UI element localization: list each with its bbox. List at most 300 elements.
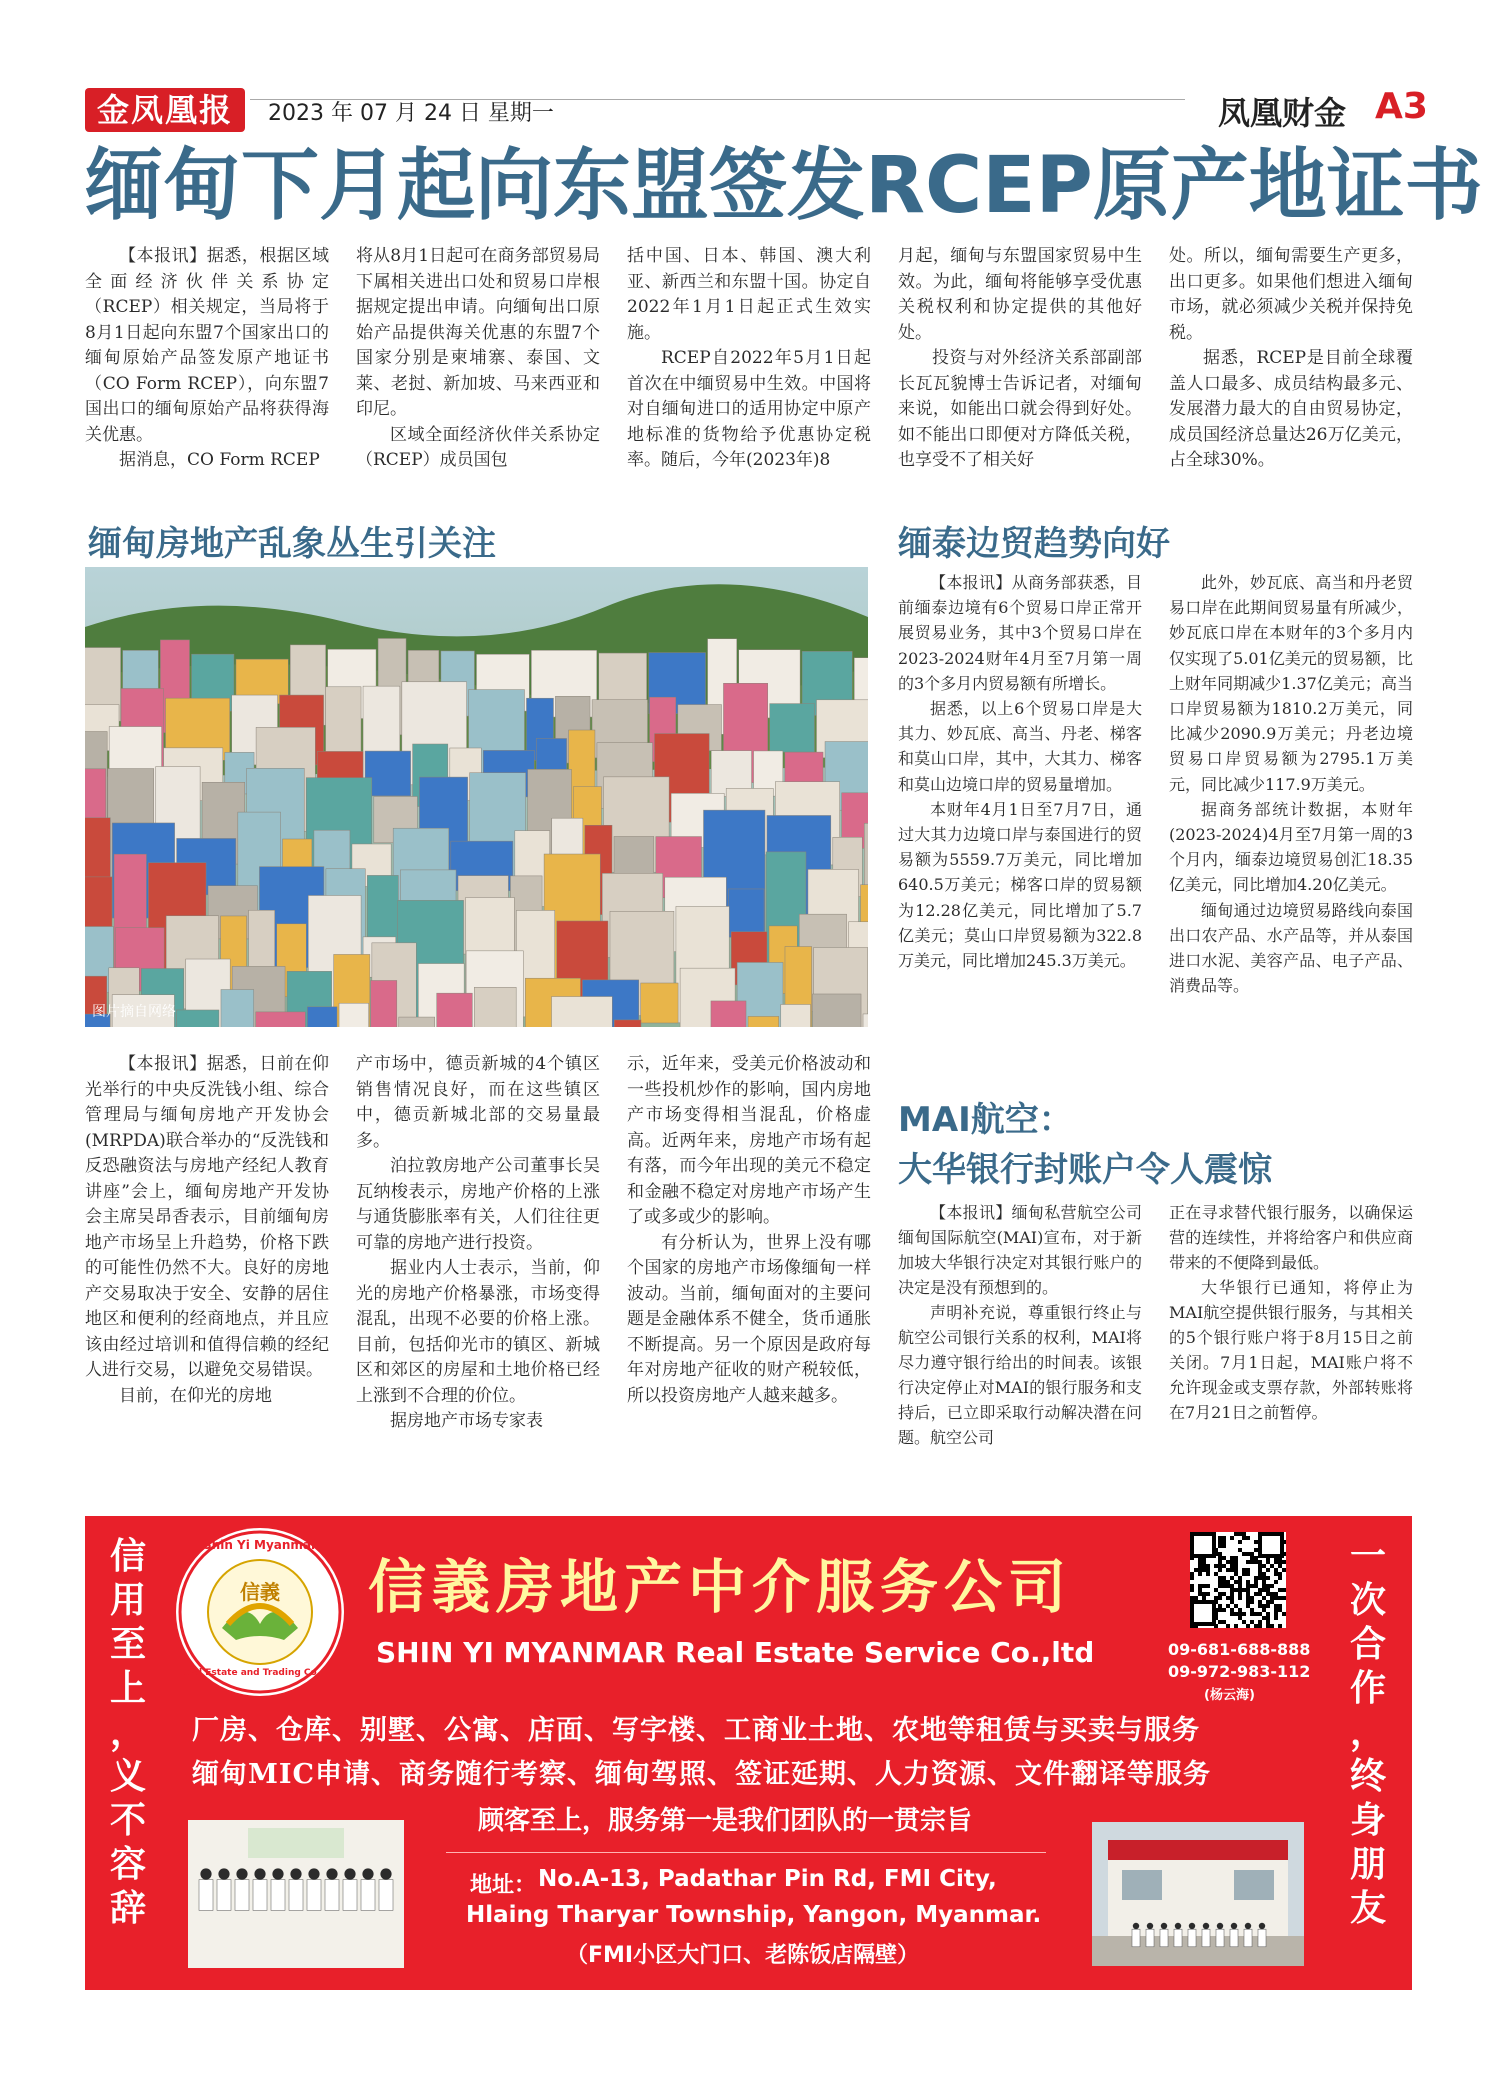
qr-module — [1230, 1612, 1234, 1616]
section-name: 凤凰财金 — [1218, 94, 1347, 132]
qr-module — [1238, 1576, 1242, 1580]
person-body — [1160, 1929, 1168, 1947]
qr-module — [1238, 1588, 1242, 1592]
qr-module — [1246, 1572, 1250, 1576]
qr-finder — [1260, 1534, 1282, 1556]
ad-left-slogan — [106, 1534, 150, 1930]
building-shape — [339, 1003, 369, 1027]
qr-module — [1206, 1584, 1210, 1588]
qr-module — [1266, 1592, 1270, 1596]
building-shape — [371, 980, 397, 1027]
person-body — [271, 1880, 285, 1911]
qr-module — [1254, 1576, 1258, 1580]
qr-module — [1234, 1564, 1238, 1568]
person-head — [272, 1868, 283, 1879]
qr-finder — [1192, 1602, 1214, 1624]
qr-module — [1258, 1576, 1262, 1580]
qr-module — [1202, 1560, 1206, 1564]
qr-module — [1262, 1572, 1266, 1576]
qr-module — [1214, 1572, 1218, 1576]
paragraph: 【本报讯】据悉，根据区域全面经济伙伴关系协定（RCEP）相关规定，当局将于8月1日起向东盟7个国家出口的缅甸原始产品签发原产地证书（CO Form RCEP），向东盟7国出口的缅甸原始产品将获得海关优惠。 — [85, 246, 329, 445]
person-body — [379, 1880, 393, 1911]
qr-module — [1234, 1604, 1238, 1608]
qr-module — [1278, 1608, 1282, 1612]
qr-module — [1266, 1568, 1270, 1572]
qr-module — [1206, 1572, 1210, 1576]
paragraph: 据商务部统计数据，本财年(2023-2024)4月至7月第一周的3个月内，缅泰边境贸易创汇18.35亿美元，同比增加4.20亿美元。 — [1169, 799, 1413, 895]
qr-module — [1218, 1568, 1222, 1572]
qr-module — [1266, 1576, 1270, 1580]
paragraph: 声明补充说，尊重银行终止与航空公司银行关系的权利，MAI将尽力遵守银行给出的时间表。该银行决定停止对MAI的银行服务和支持后，已立即采取行动解决潜在问题。航空公司 — [898, 1303, 1142, 1447]
person-head — [380, 1868, 391, 1879]
article1-column-5 — [1169, 244, 1413, 494]
building-shape — [781, 1004, 811, 1027]
qr-module — [1274, 1596, 1278, 1600]
ad-services-line-1: 厂房、仓库、别墅、公寓、店面、写字楼、工商业土地、农地等租赁与买卖与服务 — [192, 1715, 1200, 1746]
article4-headline-line-1: MAI航空： — [898, 1100, 1073, 1140]
qr-module — [1190, 1596, 1194, 1600]
person-head — [344, 1868, 355, 1879]
person-head — [326, 1868, 337, 1879]
building-shape — [307, 1007, 337, 1027]
qr-module — [1278, 1564, 1282, 1568]
qr-module — [1202, 1592, 1206, 1596]
person-head — [1147, 1923, 1153, 1929]
qr-module — [1242, 1536, 1246, 1540]
qr-module — [1254, 1548, 1258, 1552]
person-body — [343, 1880, 357, 1911]
qr-module — [1218, 1544, 1222, 1548]
main-headline: 缅甸下月起向东盟签发RCEP原产地证书 — [85, 141, 1483, 231]
qr-module — [1218, 1552, 1222, 1556]
qr-module — [1218, 1536, 1222, 1540]
paragraph: 【本报讯】缅甸私营航空公司缅甸国际航空(MAI)宣布，对于新加坡大华银行决定对其银行账户的决定是没有预想到的。 — [898, 1203, 1142, 1297]
qr-module — [1258, 1588, 1262, 1592]
article2-column-3 — [627, 1052, 871, 1507]
company-badge — [176, 1528, 344, 1696]
paragraph: 括中国、日本、韩国、澳大利亚、新西兰和东盟十国。协定自2022年1月1日起正式生效实施。 — [627, 246, 871, 343]
qr-module — [1218, 1540, 1222, 1544]
paragraph: 据消息，CO Form RCEP — [119, 450, 320, 470]
person-body — [217, 1880, 231, 1911]
badge-mid-text: 信義 — [240, 1580, 280, 1604]
qr-module — [1278, 1604, 1282, 1608]
slogan-glyph: 义 — [109, 1755, 146, 1797]
person-body — [235, 1880, 249, 1911]
building-shape — [474, 987, 516, 1027]
qr-module — [1266, 1600, 1270, 1604]
qr-module — [1274, 1616, 1278, 1620]
qr-module — [1238, 1580, 1242, 1584]
qr-module — [1258, 1604, 1262, 1608]
qr-module — [1206, 1568, 1210, 1572]
qr-module — [1202, 1568, 1206, 1572]
qr-module — [1238, 1608, 1242, 1612]
qr-module — [1246, 1568, 1250, 1572]
person-head — [1259, 1923, 1265, 1929]
slogan-glyph: 友 — [1349, 1887, 1386, 1929]
team-photo-illustration — [188, 1820, 404, 1968]
slogan-glyph: ， — [1349, 1711, 1386, 1753]
paragraph: 缅甸通过边境贸易路线向泰国出口农产品、水产品等，并从泰国进口水泥、美容产品、电子产品、消费品等。 — [1169, 900, 1413, 996]
qr-module — [1262, 1604, 1266, 1608]
qr-module — [1262, 1588, 1266, 1592]
qr-module — [1270, 1592, 1274, 1596]
qr-module — [1262, 1576, 1266, 1580]
qr-module — [1226, 1596, 1230, 1600]
person-body — [289, 1880, 303, 1911]
qr-module — [1226, 1604, 1230, 1608]
person-head — [1245, 1923, 1251, 1929]
qr-module — [1254, 1556, 1258, 1560]
qr-code[interactable] — [1190, 1532, 1286, 1628]
qr-module — [1254, 1624, 1258, 1628]
qr-module — [1218, 1576, 1222, 1580]
qr-module — [1258, 1564, 1262, 1568]
article1-column-2 — [356, 244, 600, 494]
qr-module — [1242, 1588, 1246, 1592]
ad-contact-name: (杨云海) — [1204, 1688, 1255, 1703]
qr-module — [1230, 1596, 1234, 1600]
qr-module — [1218, 1564, 1222, 1568]
person-head — [1217, 1923, 1223, 1929]
qr-module — [1230, 1560, 1234, 1564]
newspaper-logo: 金凤凰报 — [85, 88, 245, 132]
paragraph: 正在寻求替代银行服务，以确保运营的连续性，并将给客户和供应商带来的不便降到最低。 — [1169, 1203, 1413, 1272]
qr-module — [1278, 1588, 1282, 1592]
person-head — [1133, 1923, 1139, 1929]
person-body — [325, 1880, 339, 1911]
person-body — [1230, 1929, 1238, 1947]
paragraph: 有分析认为，世界上没有哪个国家的房地产市场像缅甸一样波动。当前，缅甸面对的主要问题是金融体系不健全，货币通胀不断提高。另一个原因是政府每年对房地产征收的财产税较低，所以投资房地产人越来越多。 — [627, 1232, 871, 1406]
paragraph: 大华银行已通知，将停止为MAI航空提供银行服务，与其相关的5个银行账户将于8月15日之前关闭。7月1日起，MAI账户将不允许现金或支票存款，外部转账将在7月21日之前暂停。 — [1169, 1278, 1413, 1422]
qr-module — [1274, 1568, 1278, 1572]
qr-module — [1246, 1536, 1250, 1540]
page-number: A3 — [1375, 86, 1428, 127]
paragraph: 处。所以，缅甸需要生产更多，出口更多。如果他们想进入缅甸市场，就必须减少关税并保持免税。 — [1169, 246, 1413, 343]
qr-module — [1250, 1620, 1254, 1624]
paragraph: 本财年4月1日至7月7日，通过大其力边境口岸与泰国进行的贸易额为5559.7万美元，同比增加640.5万美元；梯客口岸的贸易额为12.28亿美元，同比增加了5.7亿美元；莫山口岸贸易额为322.8万美元，同比增加245.3万美元。 — [898, 799, 1142, 971]
qr-module — [1282, 1560, 1286, 1564]
slogan-glyph: 信 — [109, 1535, 146, 1577]
qr-module — [1262, 1608, 1266, 1612]
qr-module — [1238, 1592, 1242, 1596]
qr-module — [1262, 1584, 1266, 1588]
badge-bottom-text: Real Estate and Trading Co.,Ltd — [179, 1668, 341, 1678]
person-head — [1161, 1923, 1167, 1929]
qr-module — [1222, 1608, 1226, 1612]
slogan-glyph: 上 — [109, 1667, 146, 1709]
qr-module — [1222, 1564, 1226, 1568]
qr-module — [1234, 1532, 1238, 1536]
paragraph: 示，近年来，受美元价格波动和一些投机炒作的影响，国内房地产市场变得相当混乱，价格虚高。近两年来，房地产市场有起有落，而今年出现的美元不稳定和金融不稳定对房地产市场产生了或多或少的影响。 — [627, 1054, 871, 1227]
qr-module — [1246, 1596, 1250, 1600]
ad-address-line-3: （FMI小区大门口、老陈饭店隔壁） — [566, 1943, 920, 1968]
city-photo — [85, 567, 868, 1027]
qr-module — [1262, 1564, 1266, 1568]
paragraph: 此外，妙瓦底、高当和丹老贸易口岸在此期间贸易量有所减少，妙瓦底口岸在本财年的3个多月内仅实现了5.01亿美元的贸易额，比上财年同期减少1.37亿美元；高当口岸贸易额为1810.2万美元，同比减少2090.9万美元；丹老边境贸易口岸贸易额为2795.1万美元，同比减少117.9万美元。 — [1169, 573, 1413, 794]
qr-module — [1242, 1612, 1246, 1616]
person-head — [1189, 1923, 1195, 1929]
qr-module — [1254, 1592, 1258, 1596]
qr-module — [1198, 1564, 1202, 1568]
team-photo — [188, 1820, 404, 1968]
qr-module — [1258, 1624, 1262, 1628]
qr-module — [1250, 1608, 1254, 1612]
slogan-glyph: 至 — [109, 1623, 146, 1665]
ad-address-line-1: No.A-13, Padathar Pin Rd, FMI City, — [538, 1866, 997, 1892]
person-head — [218, 1868, 229, 1879]
building-shape — [552, 997, 613, 1027]
qr-module — [1222, 1584, 1226, 1588]
building-shape — [176, 1010, 219, 1027]
person-head — [1203, 1923, 1209, 1929]
qr-module — [1250, 1584, 1254, 1588]
paragraph: 据房地产市场专家表 — [390, 1411, 543, 1431]
qr-module — [1206, 1592, 1210, 1596]
qr-module — [1274, 1612, 1278, 1616]
qr-module — [1254, 1560, 1258, 1564]
person-head — [362, 1868, 373, 1879]
qr-module — [1258, 1592, 1262, 1596]
qr-module — [1270, 1584, 1274, 1588]
qr-module — [1258, 1620, 1262, 1624]
slogan-glyph: 辞 — [109, 1887, 146, 1929]
article3-column-1 — [898, 570, 1142, 1070]
qr-module — [1190, 1576, 1194, 1580]
qr-code-icon — [1190, 1532, 1286, 1628]
building-shape — [728, 889, 764, 934]
qr-module — [1278, 1624, 1282, 1628]
qr-module — [1230, 1564, 1234, 1568]
qr-module — [1246, 1604, 1250, 1608]
qr-module — [1262, 1580, 1266, 1584]
qr-module — [1266, 1584, 1270, 1588]
qr-module — [1226, 1624, 1230, 1628]
qr-module — [1218, 1608, 1222, 1612]
person-head — [290, 1868, 301, 1879]
ad-phone-2: 09-972-983-112 — [1168, 1662, 1311, 1681]
qr-module — [1230, 1608, 1234, 1612]
qr-module — [1194, 1596, 1198, 1600]
qr-module — [1198, 1588, 1202, 1592]
article1-column-1 — [85, 244, 329, 494]
building-shape — [399, 1017, 435, 1027]
qr-module — [1234, 1612, 1238, 1616]
qr-module — [1238, 1596, 1242, 1600]
qr-module — [1262, 1596, 1266, 1600]
slogan-glyph: 朋 — [1349, 1843, 1386, 1885]
qr-module — [1238, 1540, 1242, 1544]
qr-module — [1258, 1560, 1262, 1564]
qr-module — [1222, 1556, 1226, 1560]
qr-module — [1246, 1584, 1250, 1588]
qr-module — [1206, 1564, 1210, 1568]
article1-column-3 — [627, 244, 871, 494]
qr-module — [1270, 1624, 1274, 1628]
qr-module — [1194, 1568, 1198, 1572]
qr-module — [1246, 1588, 1250, 1592]
qr-module — [1234, 1572, 1238, 1576]
paragraph: 将从8月1日起可在商务部贸易局下属相关进出口处和贸易口岸根据规定提出申请。向缅甸出口原始产品提供海关优惠的东盟7个国家分别是柬埔寨、泰国、文莱、老挝、新加坡、马来西亚和印尼。 — [356, 246, 600, 419]
paragraph: 目前，在仰光的房地 — [119, 1385, 272, 1406]
qr-module — [1282, 1596, 1286, 1600]
qr-module — [1242, 1572, 1246, 1576]
qr-module — [1278, 1576, 1282, 1580]
ad-slogan: 顾客至上，服务第一是我们团队的一贯宗旨 — [478, 1806, 973, 1836]
article4-column-1 — [898, 1200, 1142, 1505]
person-body — [1188, 1929, 1196, 1947]
qr-module — [1222, 1580, 1226, 1584]
qr-module — [1198, 1568, 1202, 1572]
qr-module — [1274, 1560, 1278, 1564]
qr-module — [1234, 1568, 1238, 1572]
slogan-glyph: 不 — [109, 1799, 146, 1841]
slogan-glyph: 作 — [1349, 1667, 1386, 1709]
qr-module — [1198, 1592, 1202, 1596]
person-head — [200, 1868, 211, 1879]
qr-module — [1246, 1592, 1250, 1596]
qr-module — [1218, 1592, 1222, 1596]
city-photo-illustration — [85, 567, 868, 1027]
building-shape — [854, 658, 868, 706]
qr-module — [1266, 1560, 1270, 1564]
building-shape — [863, 1014, 868, 1027]
paragraph: 据业内人士表示，当前，仰光的房地产价格暴涨，市场变得混乱，出现不必要的价格上涨。目前，包括仰光市的镇区、新城区和郊区的房屋和土地价格已经上涨到不合理的价位。 — [356, 1258, 600, 1406]
slogan-glyph: 终 — [1349, 1755, 1386, 1797]
qr-module — [1230, 1568, 1234, 1572]
qr-module — [1218, 1556, 1222, 1560]
qr-module — [1226, 1560, 1230, 1564]
qr-module — [1254, 1540, 1258, 1544]
person-head — [308, 1868, 319, 1879]
qr-module — [1250, 1560, 1254, 1564]
qr-module — [1238, 1548, 1242, 1552]
article4-headline-line-2: 大华银行封账户令人震惊 — [898, 1150, 1272, 1190]
person-head — [1231, 1923, 1237, 1929]
article3-headline: 缅泰边贸趋势向好 — [898, 524, 1170, 564]
paragraph: 产市场中，德贡新城的4个镇区销售情况良好，而在这些镇区中，德贡新城北部的交易量最多。 — [356, 1054, 600, 1151]
qr-module — [1222, 1540, 1226, 1544]
qr-module — [1218, 1604, 1222, 1608]
qr-module — [1230, 1556, 1234, 1560]
person-body — [1216, 1929, 1224, 1947]
paragraph: 泊拉敦房地产公司董事长吴瓦纳梭表示，房地产价格的上涨与通货膨胀率有关，人们往往更可靠的房地产进行投资。 — [356, 1156, 600, 1253]
qr-module — [1202, 1564, 1206, 1568]
office-photo — [1092, 1822, 1304, 1966]
office-photo-illustration — [1092, 1822, 1304, 1966]
paragraph: 【本报讯】从商务部获悉，目前缅泰边境有6个贸易口岸正常开展贸易业务，其中3个贸易口岸在2023-2024财年4月至7月第一周的3个多月内贸易额有所增长。 — [898, 573, 1142, 693]
qr-module — [1266, 1620, 1270, 1624]
qr-module — [1246, 1580, 1250, 1584]
qr-module — [1234, 1624, 1238, 1628]
qr-module — [1230, 1584, 1234, 1588]
qr-module — [1250, 1556, 1254, 1560]
slogan-glyph: 一 — [1349, 1535, 1386, 1577]
qr-module — [1198, 1560, 1202, 1564]
person-body — [307, 1880, 321, 1911]
qr-module — [1238, 1532, 1242, 1536]
qr-module — [1230, 1536, 1234, 1540]
qr-module — [1270, 1564, 1274, 1568]
qr-module — [1266, 1612, 1270, 1616]
qr-module — [1254, 1580, 1258, 1584]
paragraph: 【本报讯】据悉，日前在仰光举行的中央反洗钱小组、综合管理局与缅甸房地产开发协会(MRPDA)联合举办的“反洗钱和反恐融资法与房地产经纪人教育讲座”会上，缅甸房地产开发协会主席吴昂香表示，目前缅甸房地产市场呈上升趋势，价格下跌的可能性仍然不大。良好的房地产交易取决于安全、安静的居住地区和便利的经商地点，并且应该由经过培训和值得信赖的经纪人进行交易，以避免交易错误。 — [85, 1054, 329, 1380]
ad-company-name-cn: 信義房地产中介服务公司 — [368, 1553, 1073, 1621]
building-shape — [770, 704, 815, 753]
building-shape — [812, 994, 861, 1027]
qr-module — [1274, 1580, 1278, 1584]
issue-date: 2023 年 07 月 24 日 星期一 — [268, 101, 554, 126]
qr-module — [1258, 1572, 1262, 1576]
qr-module — [1242, 1620, 1246, 1624]
slogan-glyph: ， — [109, 1711, 146, 1753]
ad-address-label: 地址： — [470, 1873, 537, 1898]
qr-module — [1278, 1560, 1282, 1564]
qr-module — [1218, 1584, 1222, 1588]
qr-module — [1238, 1584, 1242, 1588]
person-head — [1175, 1923, 1181, 1929]
article2-headline: 缅甸房地产乱象丛生引关注 — [88, 524, 496, 564]
qr-module — [1258, 1612, 1262, 1616]
qr-module — [1242, 1552, 1246, 1556]
building-shape — [221, 990, 254, 1027]
person-body — [361, 1880, 375, 1911]
qr-module — [1202, 1596, 1206, 1600]
qr-module — [1270, 1600, 1274, 1604]
paragraph: 区域全面经济伙伴关系协定（RCEP）成员国包 — [356, 424, 600, 470]
person-body — [1202, 1929, 1210, 1947]
qr-module — [1218, 1560, 1222, 1564]
paragraph: 月起，缅甸与东盟国家贸易中生效。为此，缅甸将能够享受优惠关税权利和协定提供的其他好处。 — [898, 246, 1142, 343]
person-body — [1258, 1929, 1266, 1947]
building-shape — [748, 1016, 779, 1027]
building-shape — [256, 1012, 306, 1027]
qr-module — [1274, 1608, 1278, 1612]
qr-module — [1198, 1584, 1202, 1588]
photo-credit: 图片摘自网络 — [92, 1004, 176, 1020]
qr-module — [1282, 1612, 1286, 1616]
qr-module — [1250, 1552, 1254, 1556]
qr-module — [1234, 1580, 1238, 1584]
person-body — [1146, 1929, 1154, 1947]
qr-module — [1254, 1612, 1258, 1616]
person-body — [1244, 1929, 1252, 1947]
article1-column-4 — [898, 244, 1142, 494]
paragraph: 据悉，RCEP是目前全球覆盖人口最多、成员结构最多元、发展潜力最大的自由贸易协定，成员国经济总量达26万亿美元，占全球30%。 — [1169, 348, 1413, 470]
slogan-glyph: 合 — [1349, 1623, 1386, 1665]
qr-module — [1254, 1584, 1258, 1588]
paragraph: 投资与对外经济关系部副部长瓦瓦貌博士告诉记者，对缅甸来说，如能出口就会得到好处。如不能出口即便对方降低关税，也享受不了相关好 — [898, 348, 1142, 470]
ad-company-name-en: SHIN YI MYANMAR Real Estate Service Co.,ltd — [376, 1636, 1095, 1669]
qr-module — [1270, 1596, 1274, 1600]
qr-module — [1214, 1596, 1218, 1600]
qr-module — [1274, 1572, 1278, 1576]
qr-module — [1222, 1576, 1226, 1580]
qr-module — [1222, 1592, 1226, 1596]
article4-column-2 — [1169, 1200, 1413, 1505]
building-shape — [641, 983, 678, 1023]
ad-phone-1: 09-681-688-888 — [1168, 1640, 1311, 1659]
qr-module — [1266, 1604, 1270, 1608]
qr-module — [1238, 1616, 1242, 1620]
qr-module — [1222, 1620, 1226, 1624]
qr-module — [1238, 1612, 1242, 1616]
person-body — [199, 1880, 213, 1911]
qr-module — [1222, 1544, 1226, 1548]
qr-module — [1282, 1568, 1286, 1572]
qr-module — [1218, 1580, 1222, 1584]
